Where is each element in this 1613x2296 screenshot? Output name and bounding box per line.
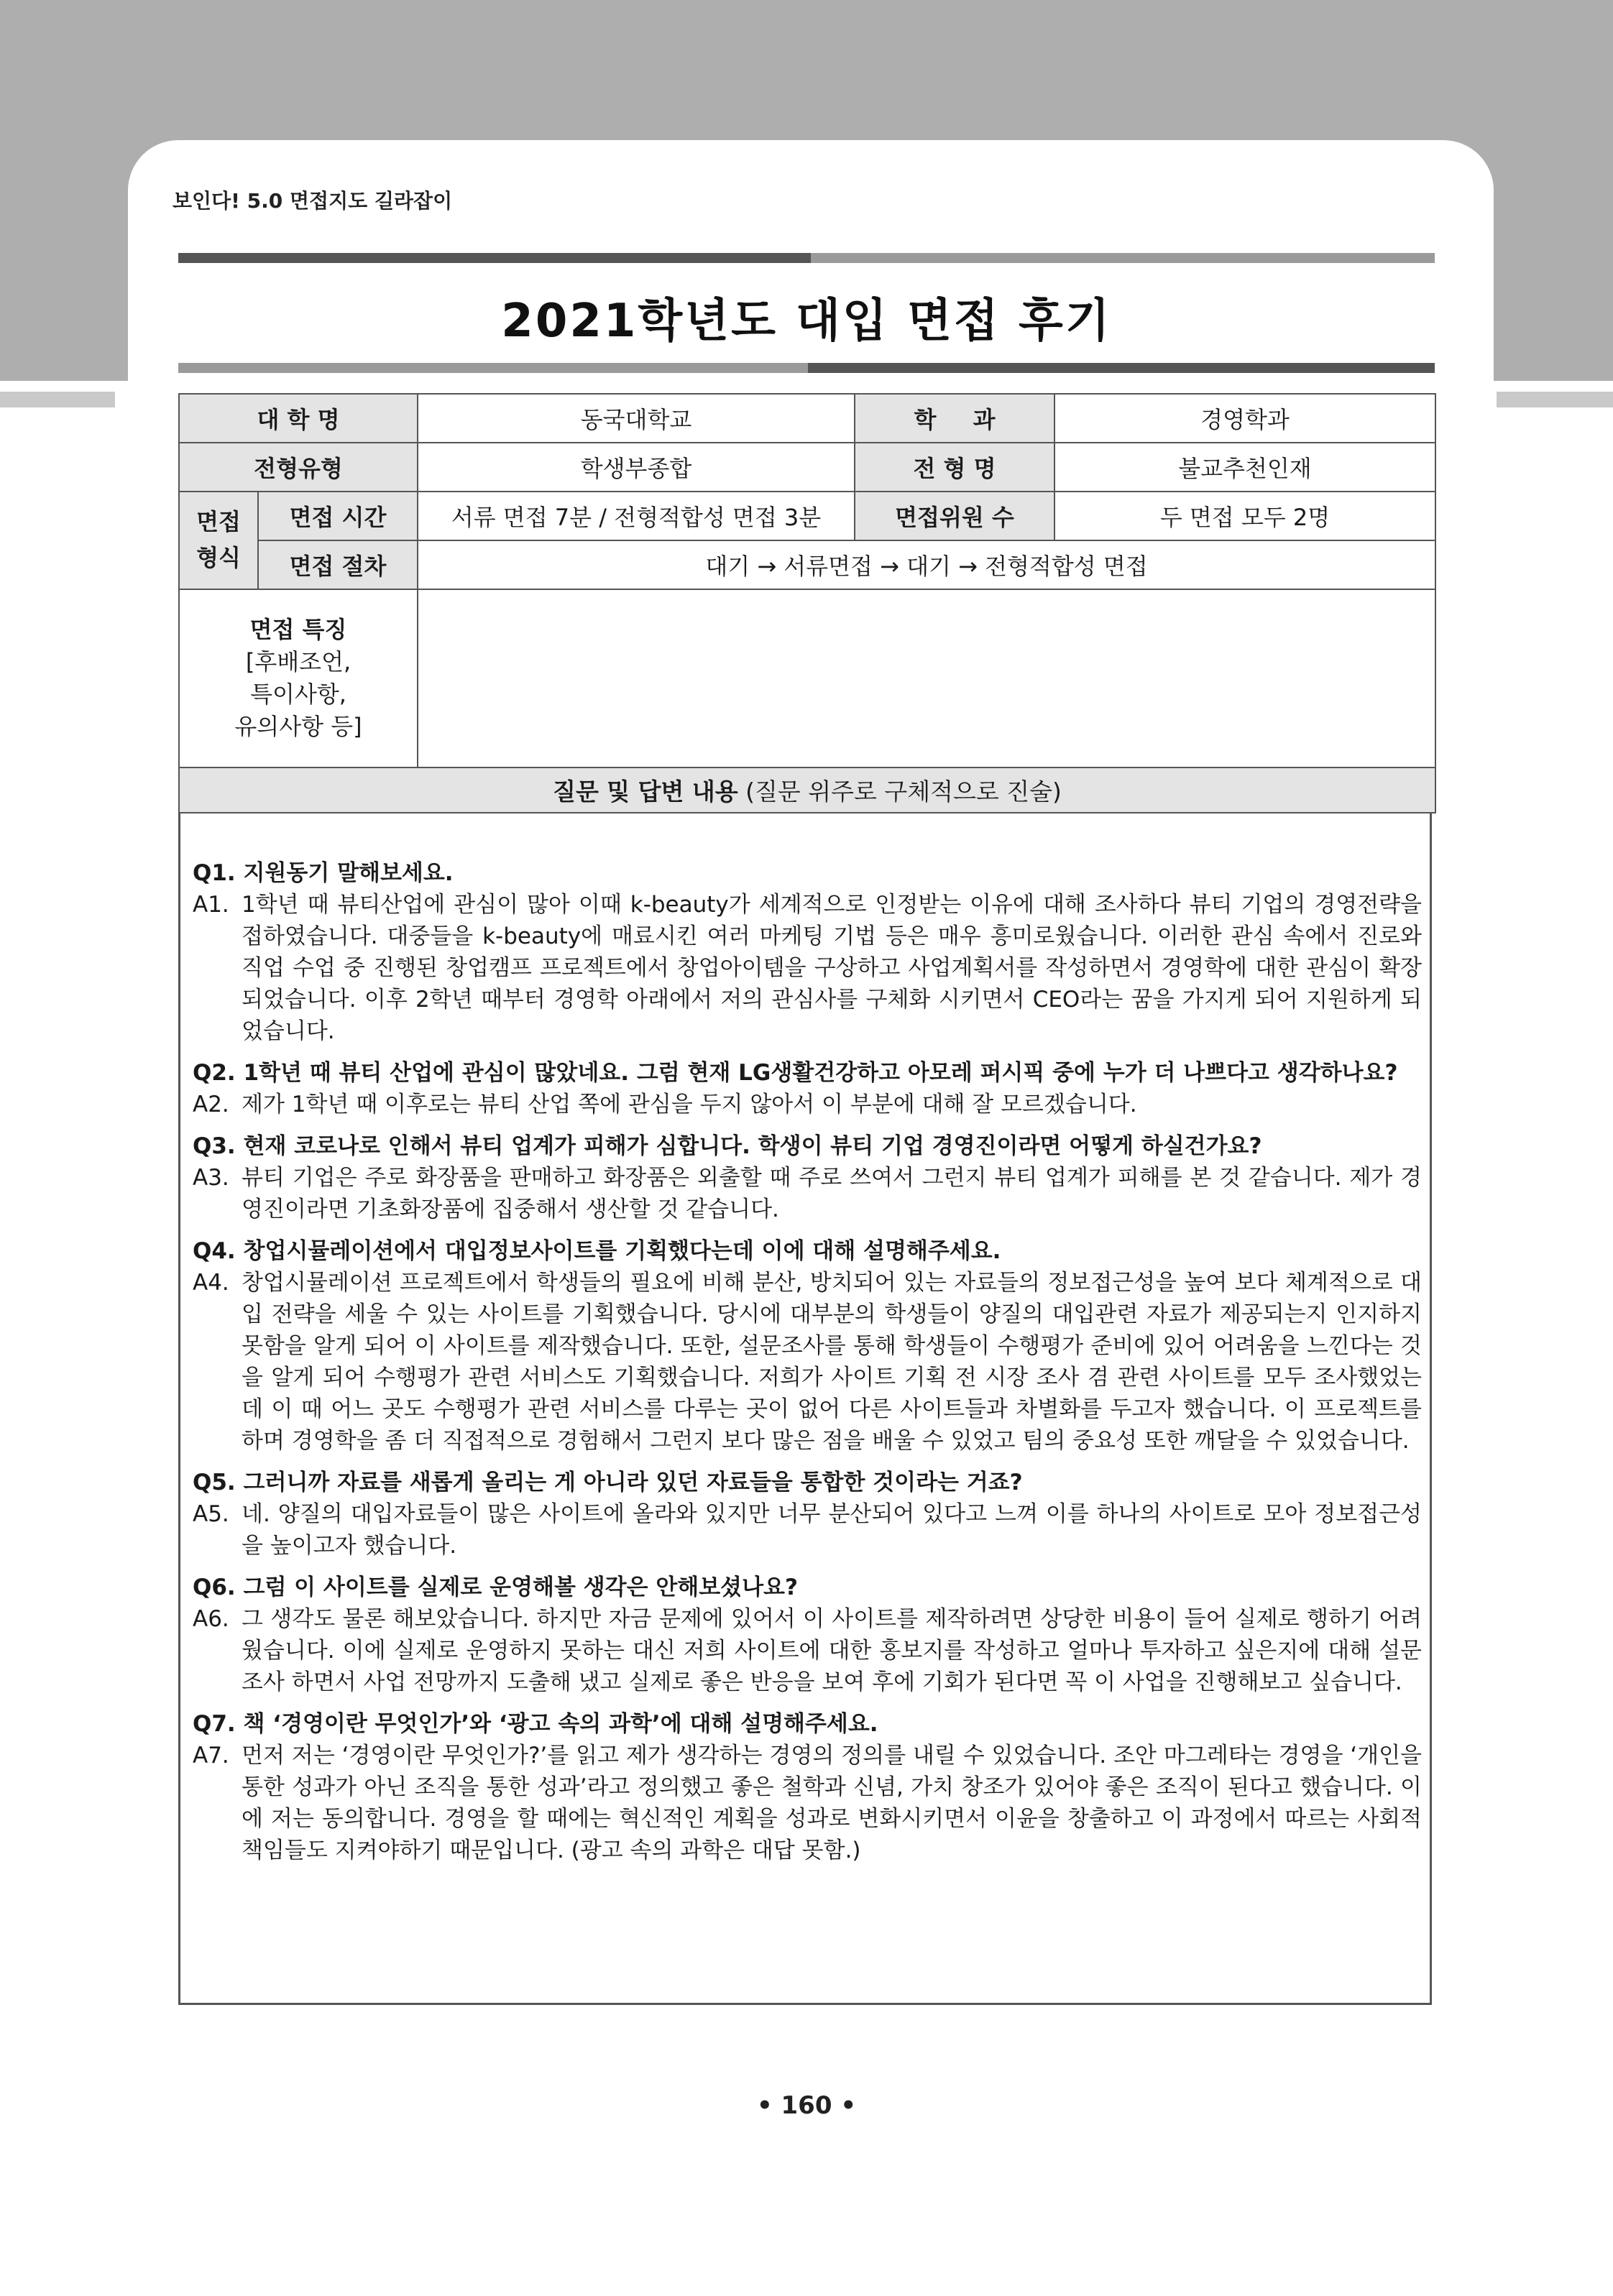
answer-3-text: 뷰티 기업은 주로 화장품을 판매하고 화장품은 외출할 때 주로 쓰여서 그런지 뷰티 업계가 피해를 본 것 같습니다. 제가 경영진이라면 기초화장품에 집중해서 생산할 것 같습니다. bbox=[242, 1165, 1422, 1222]
interview-features-value bbox=[418, 589, 1435, 767]
answer-4-label: A4. bbox=[193, 1270, 229, 1296]
answer-2-text: 제가 1학년 때 이후로는 뷰티 산업 쪽에 관심을 두지 않아서 이 부분에 대해 잘 모르겠습니다. bbox=[242, 1092, 1137, 1117]
answer-2-label: A2. bbox=[193, 1092, 229, 1117]
department-label: 학 과 bbox=[855, 394, 1054, 443]
interviewer-count-label: 면접위원 수 bbox=[855, 492, 1054, 540]
right-stripe bbox=[1497, 392, 1613, 407]
question-2: Q2. 1학년 때 뷰티 산업에 관심이 많았네요. 그럼 현재 LG생활건강하고 아모레 퍼시픽 중에 누가 더 나쁘다고 생각하나요? bbox=[193, 1060, 1398, 1086]
answer-1-text: 1학년 때 뷰티산업에 관심이 많아 이때 k-beauty가 세계적으로 인정받는 이유에 대해 조사하다 뷰티 기업의 경영전략을 접하였습니다. 대중들을 k-beauty에 매료시킨 여러 마케팅 기법 등은 매우 흥미로웠습니다. 이러한 관심 속에서 진로와 직업 수업 중 진행된 창업캠프 프로젝트에서 창업아이템을 구상하고 사업계획서를 작성하면서 경영학에 대한 관심이 확장되었습니다. 이후 2학년 때부터 경영학 아래에서 저의 관심사를 구체화 시키면서 CEO라는 꿈을 가지게 되어 지원하게 되었습니다. bbox=[242, 892, 1422, 1044]
page-number: • 160 • bbox=[756, 2091, 857, 2120]
qa-header-title: 질문 및 답변 내용 bbox=[553, 778, 738, 806]
answer-1 bbox=[193, 889, 1422, 1047]
question-6: Q6. 그럼 이 사이트를 실제로 운영해볼 생각은 안해보셨나요? bbox=[193, 1575, 798, 1600]
bottom-rule-light bbox=[178, 363, 808, 373]
admission-name-value: 불교추천인재 bbox=[1054, 443, 1435, 492]
answer-4-text: 창업시뮬레이션 프로젝트에서 학생들의 필요에 비해 분산, 방치되어 있는 자료들의 정보접근성을 높여 보다 체계적으로 대입 전략을 세울 수 있는 사이트를 기획했습니다. 당시에 대부분의 학생들이 양질의 대입관련 자료가 제공되는지 인지하지 못함을 알게 되어 이 사이트를 제작했습니다. 또한, 설문조사를 통해 학생들이 수행평가 준비에 있어 어려움을 느낀다는 것을 알게 되어 수행평가 관련 서비스도 기획했습니다. 저희가 사이트 기획 전 시장 조사 겸 관련 사이트를 모두 조사했었는데 이 때 어느 곳도 수행평가 관련 서비스를 다루는 곳이 없어 다른 사이트들과 차별화를 두고자 했습니다. 이 프로젝트를 하며 경영학을 좀 더 직접적으로 경험해서 그런지 보다 많은 점을 배울 수 있었고 팀의 중요성 또한 깨달을 수 있었습니다. bbox=[242, 1270, 1422, 1454]
features-label-note: [후배조언, 특이사항, 유의사항 등] bbox=[234, 648, 362, 740]
answer-3-label: A3. bbox=[193, 1165, 229, 1191]
question-7: Q7. 책 ‘경영이란 무엇인가’와 ‘광고 속의 과학’에 대해 설명해주세요. bbox=[193, 1711, 878, 1737]
qa-section-header bbox=[179, 767, 1435, 813]
interview-features-label bbox=[179, 589, 418, 767]
interviewer-count-value: 두 면접 모두 2명 bbox=[1054, 492, 1435, 540]
answer-5 bbox=[193, 1498, 1422, 1562]
interview-procedure-label: 면접 절차 bbox=[258, 540, 418, 589]
answer-3 bbox=[193, 1162, 1422, 1225]
answer-7-label: A7. bbox=[193, 1743, 229, 1769]
features-label-title: 면접 특징 bbox=[249, 616, 347, 644]
admission-name-label: 전 형 명 bbox=[855, 443, 1054, 492]
answer-6 bbox=[193, 1603, 1422, 1698]
university-label: 대 학 명 bbox=[179, 394, 418, 443]
interview-info-table bbox=[178, 393, 1436, 813]
question-3: Q3. 현재 코로나로 인해서 뷰티 업계가 피해가 심합니다. 학생이 뷰티 기업 경영진이라면 어떻게 하실건가요? bbox=[193, 1133, 1262, 1159]
university-value: 동국대학교 bbox=[418, 394, 855, 443]
running-header: 보인다! 5.0 면접지도 길라잡이 bbox=[173, 189, 453, 213]
admission-type-label: 전형유형 bbox=[179, 443, 418, 492]
page-title: 2021학년도 대입 면접 후기 bbox=[501, 295, 1112, 348]
answer-1-label: A1. bbox=[193, 892, 229, 918]
qa-list bbox=[193, 857, 1422, 1866]
qa-header-note: (질문 위주로 구체적으로 진술) bbox=[737, 778, 1062, 806]
interview-format-label: 면접 형식 bbox=[179, 492, 258, 589]
top-rule-dark bbox=[178, 253, 811, 263]
left-stripe bbox=[0, 392, 115, 407]
interview-procedure-value: 대기 → 서류면접 → 대기 → 전형적합성 면접 bbox=[418, 540, 1435, 589]
interview-time-value: 서류 면접 7분 / 전형적합성 면접 3분 bbox=[418, 492, 855, 540]
answer-2 bbox=[193, 1089, 1422, 1120]
answer-7 bbox=[193, 1740, 1422, 1866]
answer-4 bbox=[193, 1267, 1422, 1457]
answer-6-label: A6. bbox=[193, 1606, 229, 1632]
answer-6-text: 그 생각도 물론 해보았습니다. 하지만 자금 문제에 있어서 이 사이트를 제작하려면 상당한 비용이 들어 실제로 행하기 어려웠습니다. 이에 실제로 운영하지 못하는 대신 저희 사이트에 대한 홍보지를 작성하고 얼마나 투자하고 싶은지에 대해 설문조사 하면서 사업 전망까지 도출해 냈고 실제로 좋은 반응을 보여 후에 기회가 된다면 꼭 이 사업을 진행해보고 싶습니다. bbox=[242, 1606, 1422, 1695]
question-4: Q4. 창업시뮬레이션에서 대입정보사이트를 기획했다는데 이에 대해 설명해주세요. bbox=[193, 1238, 1001, 1264]
answer-5-text: 네. 양질의 대입자료들이 많은 사이트에 올라와 있지만 너무 분산되어 있다고 느껴 이를 하나의 사이트로 모아 정보접근성을 높이고자 했습니다. bbox=[242, 1501, 1422, 1559]
answer-7-text: 먼저 저는 ‘경영이란 무엇인가?’를 읽고 제가 생각하는 경영의 정의를 내릴 수 있었습니다. 조안 마그레타는 경영을 ‘개인을 통한 성과가 아닌 조직을 통한 성과’라고 정의했고 좋은 철학과 신념, 가치 창조가 있어야 좋은 조직이 된다고 했습니다. 이에 저는 동의합니다. 경영을 할 때에는 혁신적인 계획을 성과로 변화시키면서 이윤을 창출하고 이 과정에서 따르는 사회적 책임들도 지켜야하기 때문입니다. (광고 속의 과학은 대답 못함.) bbox=[242, 1743, 1422, 1863]
question-5: Q5. 그러니까 자료를 새롭게 올리는 게 아니라 있던 자료들을 통합한 것이라는 거죠? bbox=[193, 1470, 1023, 1495]
top-rule-light bbox=[811, 253, 1435, 263]
question-1: Q1. 지원동기 말해보세요. bbox=[193, 860, 454, 886]
admission-type-value: 학생부종합 bbox=[418, 443, 855, 492]
department-value: 경영학과 bbox=[1054, 394, 1435, 443]
bottom-rule-dark bbox=[808, 363, 1435, 373]
answer-5-label: A5. bbox=[193, 1501, 229, 1527]
interview-time-label: 면접 시간 bbox=[258, 492, 418, 540]
